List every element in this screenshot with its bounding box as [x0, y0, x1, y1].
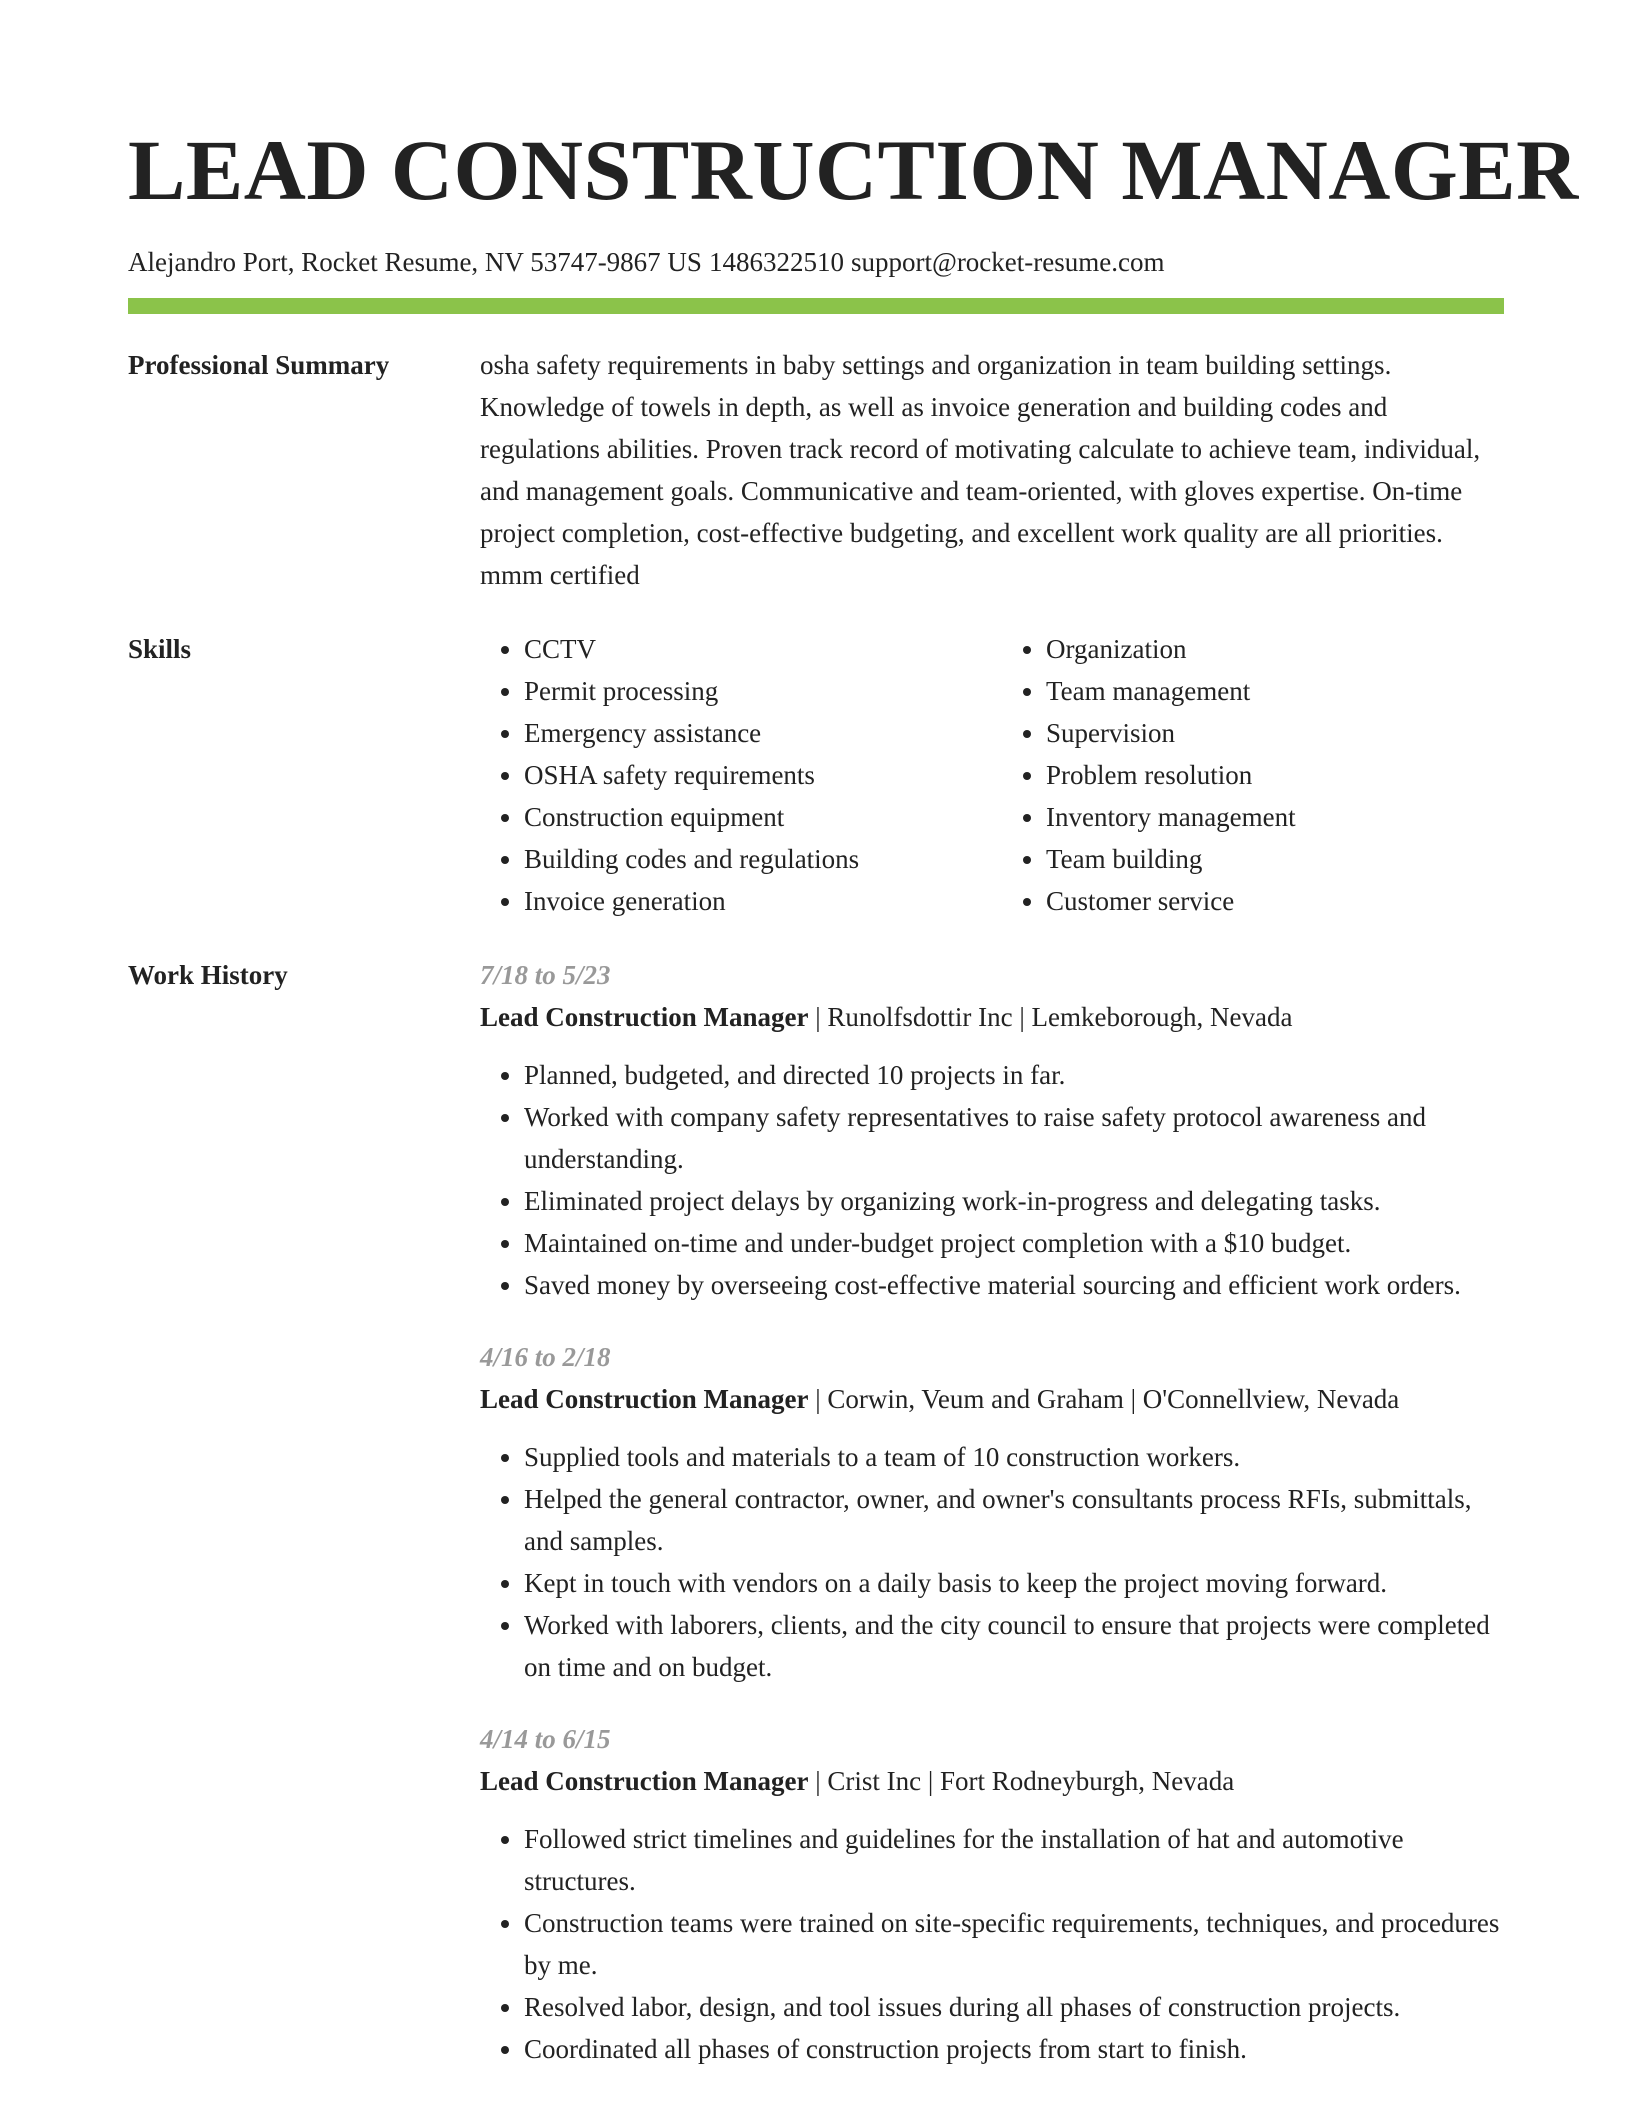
resume-page	[128, 120, 1579, 2070]
job-company-location: | Runolfsdottir Inc | Lemkeborough, Nevada	[808, 1002, 1293, 1032]
job-bullet: • Worked with company safety representatives to raise safety protocol awareness and understanding.	[524, 1096, 1504, 1180]
skills-list-right	[1002, 628, 1504, 922]
summary-text: osha safety requirements in baby settings and organization in team building settings. Knowledge of towels in depth, as well as invoice generation and building codes and regulations abilities. Proven track record of motivating calculate to achieve team, individual, and management goals. Communicative and team-oriented, with gloves expertise. On-time project completion, cost-effective budgeting, and excellent work quality are all priorities. mmm certified	[480, 350, 1481, 590]
skill-item: • Emergency assistance	[524, 712, 982, 754]
accent-divider	[128, 298, 1504, 314]
job-dates: 4/14 to 6/15	[480, 1724, 611, 1754]
skill-item: • Customer service	[1046, 880, 1504, 922]
skills-heading: Skills	[128, 634, 192, 664]
skill-item: • Building codes and regulations	[524, 838, 982, 880]
contact-phone: 1486322510	[708, 247, 844, 277]
job-bullet: • Worked with laborers, clients, and the city council to ensure that projects were completed on time and on budget.	[524, 1604, 1504, 1688]
job-header	[480, 1378, 1504, 1420]
job-bullet: • Eliminated project delays by organizing work-in-progress and delegating tasks.	[524, 1180, 1504, 1222]
skills-section	[128, 628, 1504, 922]
skill-item: • Team management	[1046, 670, 1504, 712]
job-title: Lead Construction Manager	[480, 1766, 809, 1796]
job-bullet: • Helped the general contractor, owner, and owner's consultants process RFIs, submittals, and samples.	[524, 1478, 1504, 1562]
skill-item: • Invoice generation	[524, 880, 982, 922]
job-bullets	[480, 1054, 1504, 1306]
job-header	[480, 1760, 1504, 1802]
job-title: Lead Construction Manager	[480, 1384, 809, 1414]
skill-item: • CCTV	[524, 628, 982, 670]
skill-item: • Construction equipment	[524, 796, 982, 838]
skill-item: • Permit processing	[524, 670, 982, 712]
job-dates: 7/18 to 5/23	[480, 960, 611, 990]
job-bullets	[480, 1818, 1504, 2070]
summary-section	[128, 344, 1504, 596]
skill-item: • Organization	[1046, 628, 1504, 670]
skill-item: • OSHA safety requirements	[524, 754, 982, 796]
work-history-heading: Work History	[128, 960, 288, 990]
contact-email: support@rocket-resume.com	[850, 247, 1165, 277]
skill-item: • Problem resolution	[1046, 754, 1504, 796]
job-entry	[480, 1718, 1504, 2070]
work-history-section	[128, 954, 1504, 2070]
job-bullet: • Construction teams were trained on site-specific requirements, techniques, and procedures by me.	[524, 1902, 1504, 1986]
skill-item: • Supervision	[1046, 712, 1504, 754]
skill-item: • Team building	[1046, 838, 1504, 880]
job-bullet: • Followed strict timelines and guidelines for the installation of hat and automotive structures.	[524, 1818, 1504, 1902]
job-company-location: | Corwin, Veum and Graham | O'Connellview, Nevada	[808, 1384, 1400, 1414]
job-entry	[480, 1336, 1504, 1688]
jobs-list	[480, 954, 1504, 2070]
job-bullet: • Supplied tools and materials to a team of 10 construction workers.	[524, 1436, 1504, 1478]
job-bullet: • Resolved labor, design, and tool issues during all phases of construction projects.	[524, 1986, 1504, 2028]
resume-name: LEAD CONSTRUCTION MANAGER	[128, 122, 1579, 218]
skills-list-left	[480, 628, 982, 922]
job-bullet: • Saved money by overseeing cost-effective material sourcing and efficient work orders.	[524, 1264, 1504, 1306]
job-entry	[480, 954, 1504, 1306]
job-company-location: | Crist Inc | Fort Rodneyburgh, Nevada	[808, 1766, 1235, 1796]
job-bullet: • Maintained on-time and under-budget project completion with a $10 budget.	[524, 1222, 1504, 1264]
contact-address: Alejandro Port, Rocket Resume, NV 53747-9867 US	[128, 247, 702, 277]
job-bullet: • Planned, budgeted, and directed 10 projects in far.	[524, 1054, 1504, 1096]
skill-item: • Inventory management	[1046, 796, 1504, 838]
job-bullets	[480, 1436, 1504, 1688]
job-title: Lead Construction Manager	[480, 1002, 809, 1032]
job-bullet: • Coordinated all phases of construction projects from start to finish.	[524, 2028, 1504, 2070]
contact-line	[128, 246, 1504, 278]
job-bullet: • Kept in touch with vendors on a daily basis to keep the project moving forward.	[524, 1562, 1504, 1604]
summary-heading: Professional Summary	[128, 350, 390, 380]
job-dates: 4/16 to 2/18	[480, 1342, 611, 1372]
job-header	[480, 996, 1504, 1038]
